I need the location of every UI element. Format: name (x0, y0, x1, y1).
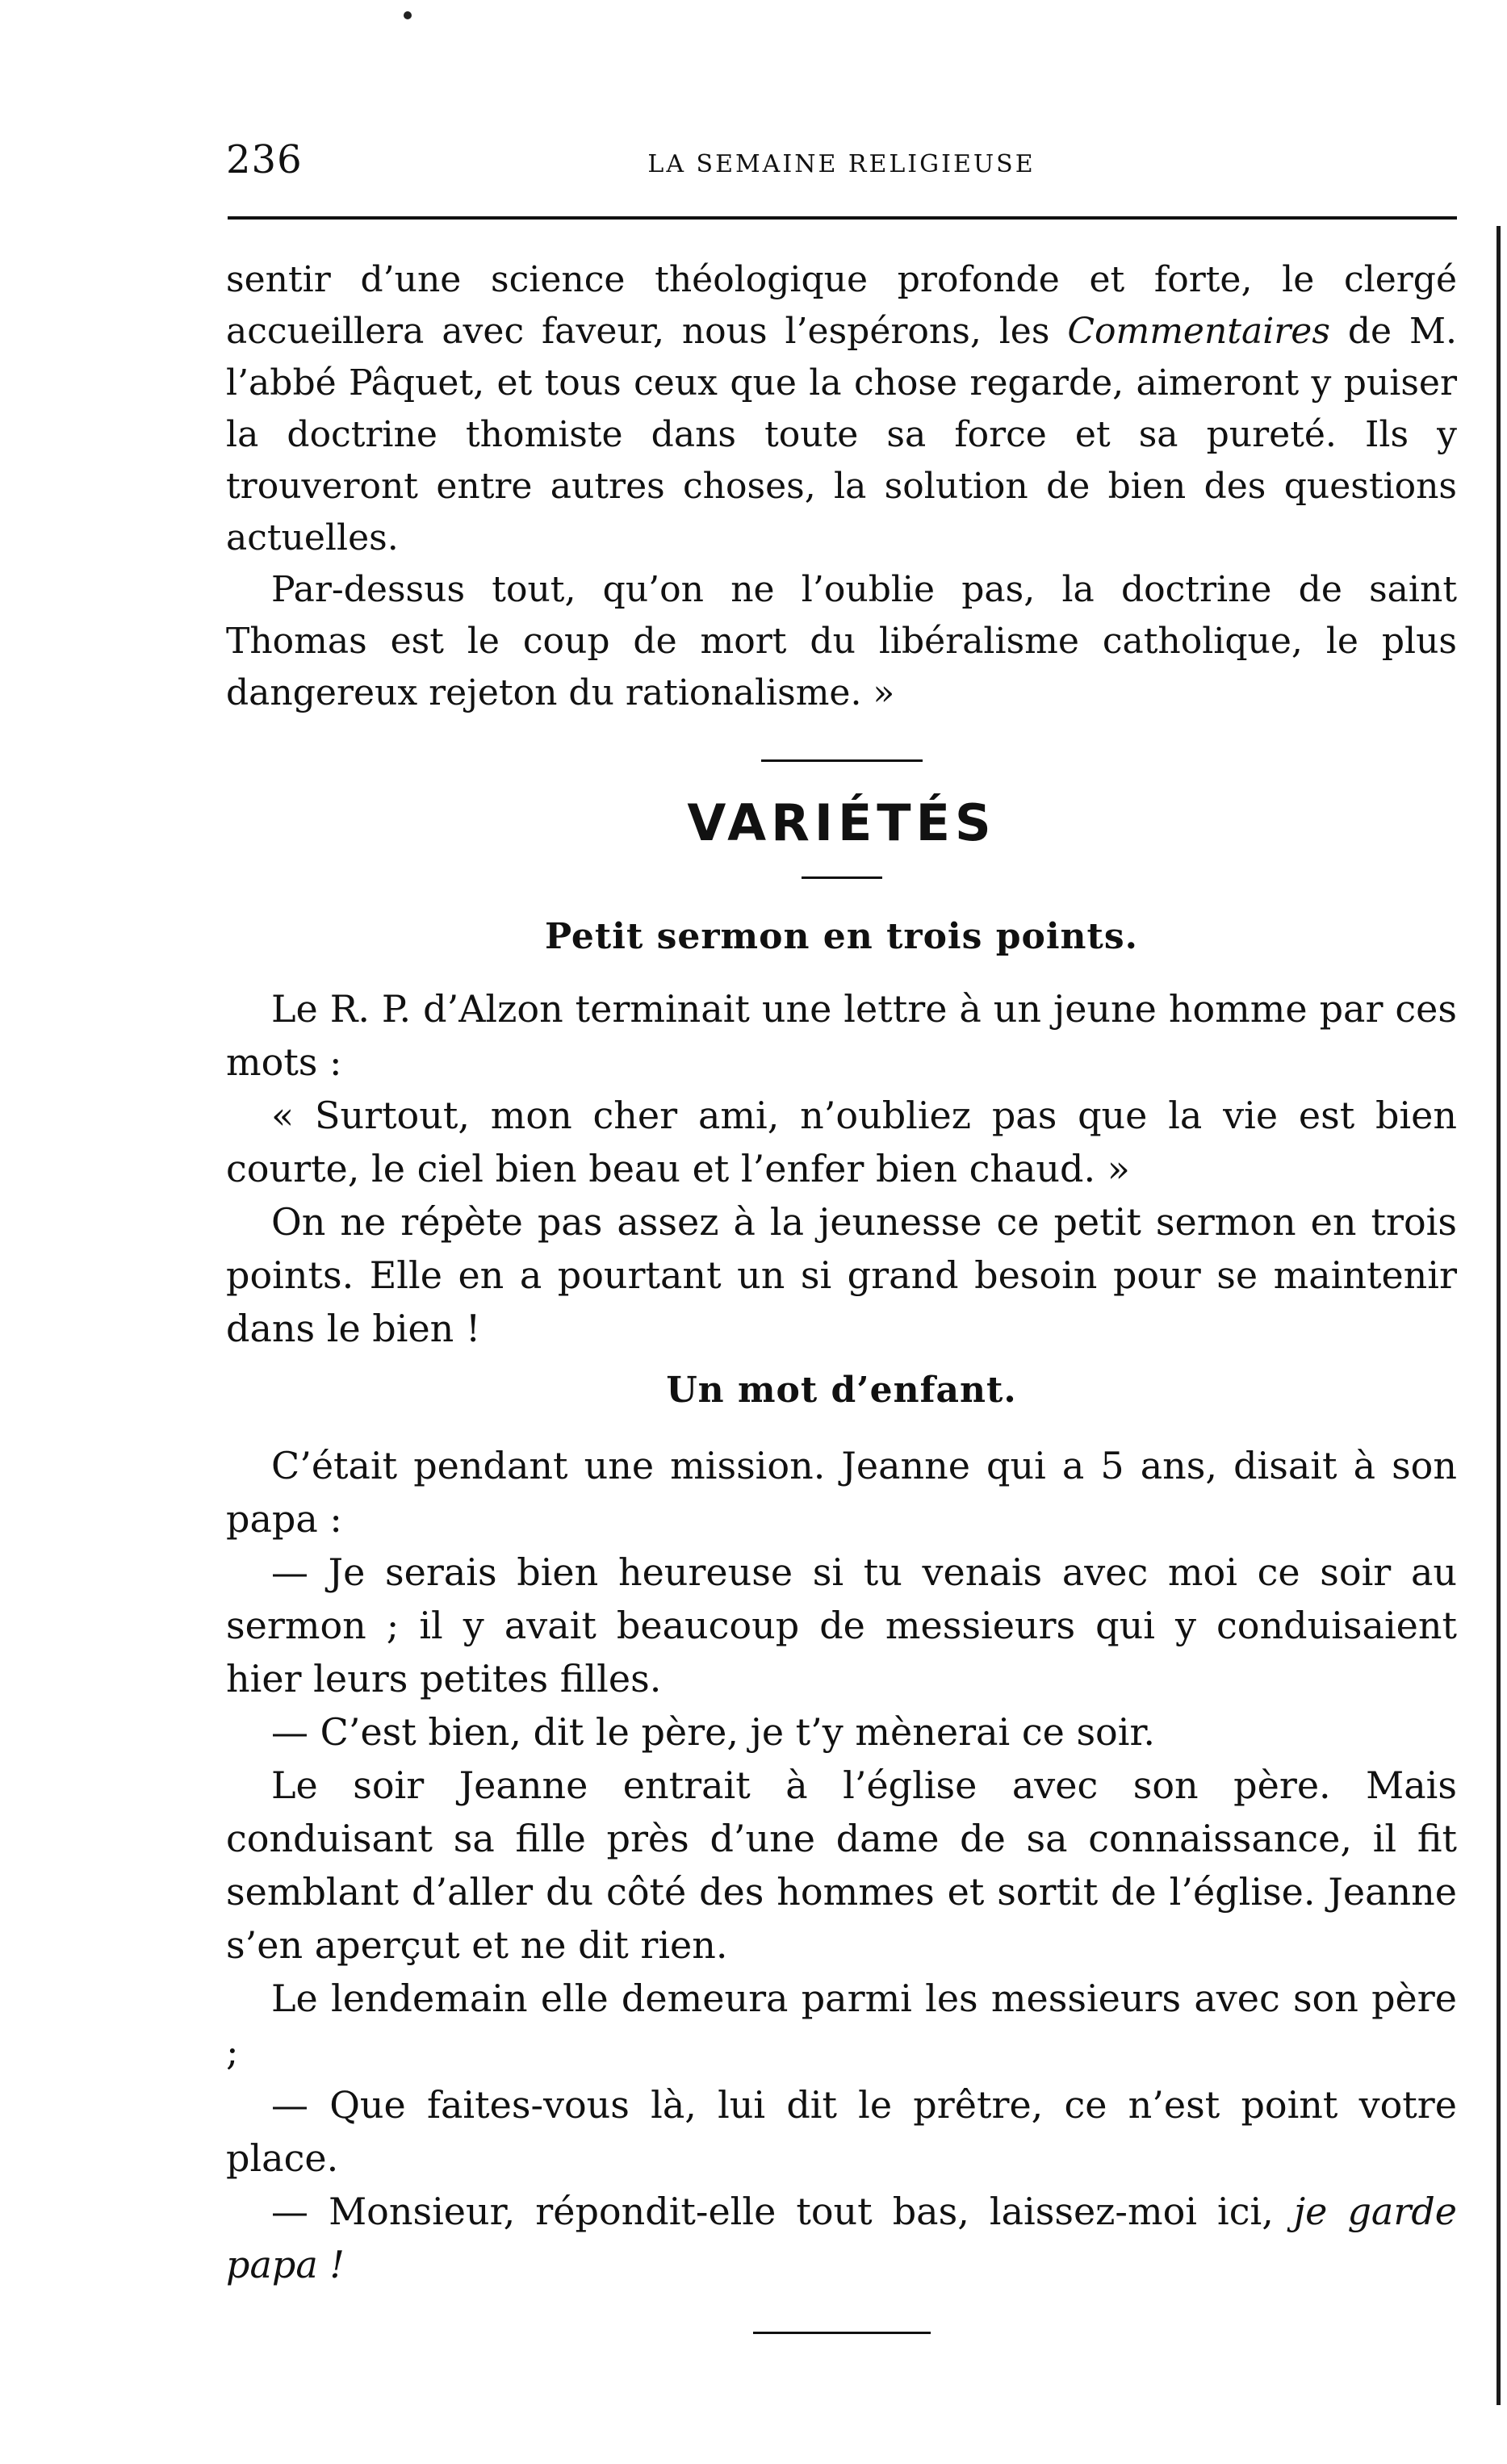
article-text-part: — Monsieur, répondit-elle tout bas, laissez-moi ici, (271, 2190, 1294, 2233)
header-rule (228, 216, 1457, 220)
divider-rule (761, 759, 923, 762)
article-paragraph-last (226, 2185, 1457, 2291)
article-paragraph: Le R. P. d’Alzon terminait une lettre à un jeune homme par ces mots : (226, 987, 1457, 1084)
intro-text-part: sentir d’une science théologique profonde et forte, le clergé accueillera avec faveur, nous l’espérons, les (226, 259, 1457, 352)
article-paragraph: Le soir Jeanne entrait à l’église avec son père. Mais conduisant sa fille près d’une dame de sa connaissance, il fit semblant d’aller du côté des hommes et sortit de l’église. Jeanne s’en aperçut et ne dit rien. (226, 1763, 1457, 1967)
article-paragraph: — Je serais bien heureuse si tu venais avec moi ce soir au sermon ; il y avait beaucoup de messieurs qui y conduisaient hier leurs petites filles. (226, 1550, 1457, 1701)
running-head: LA SEMAINE RELIGIEUSE (647, 150, 1036, 178)
intro-text-part: de M. l’abbé Pâquet, et tous ceux que la chose regarde, aimeront y puiser la doctrine thomiste dans toute sa force et sa pureté. Ils y trouveront entre autres choses, la solution de bien des questions actuelles. (226, 311, 1457, 558)
intro-paragraph-2: Par-dessus tout, qu’on ne l’oublie pas, la doctrine de saint Thomas est le coup de mort du libéralisme catholique, le plus dangereux rejeton du rationalisme. » (226, 569, 1457, 713)
intro-paragraph-1 (226, 254, 1457, 564)
article-paragraph: — C’est bien, dit le père, je t’y mènerai ce soir. (271, 1710, 1156, 1754)
ink-speck (404, 11, 412, 19)
article-sermon (226, 982, 1457, 1355)
page-number: 236 (226, 137, 303, 182)
divider-rule-small (802, 876, 882, 879)
section-title: VARIÉTÉS (687, 793, 996, 852)
page-header (226, 137, 1457, 202)
article-title-enfant: Un mot d’enfant. (666, 1370, 1017, 1411)
end-rule (753, 2332, 931, 2334)
intro-italic-title: Commentaires (1067, 311, 1330, 352)
article-title-sermon: Petit sermon en trois points. (545, 916, 1138, 957)
page-body (226, 254, 1457, 2334)
article-enfant (226, 1439, 1457, 2291)
article-paragraph: « Surtout, mon cher ami, n’oubliez pas que la vie est bien courte, le ciel bien beau et l’enfer bien chaud. » (226, 1094, 1457, 1190)
article-paragraph: C’était pendant une mission. Jeanne qui a 5 ans, disait à son papa : (226, 1444, 1457, 1541)
article-paragraph: On ne répète pas assez à la jeunesse ce petit sermon en trois points. Elle en a pourtant un si grand besoin pour se maintenir dans le bien ! (226, 1200, 1457, 1350)
page-edge-line (1497, 226, 1501, 2405)
article-italic-part: je garde papa ! (226, 2190, 1457, 2286)
article-paragraph: — Que faites-vous là, lui dit le prêtre, ce n’est point votre place. (226, 2083, 1457, 2180)
article-paragraph: Le lendemain elle demeura parmi les messieurs avec son père ; (226, 1977, 1457, 2073)
